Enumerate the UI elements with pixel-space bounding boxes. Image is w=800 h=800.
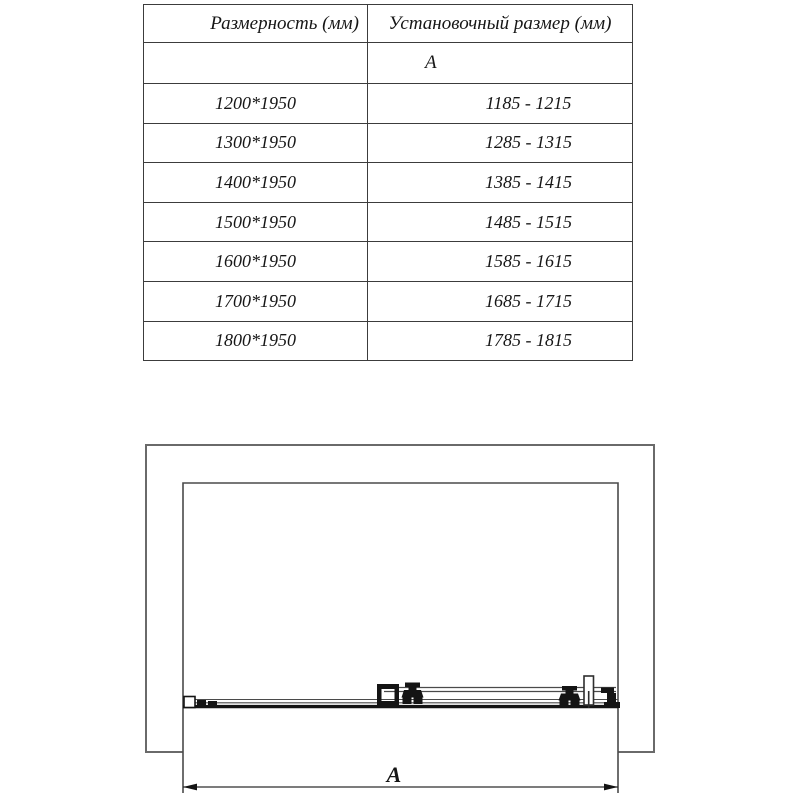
header-install-size: Установочный размер (мм) [368,5,633,43]
guide-base [377,701,399,705]
roller-neck [409,687,417,691]
size-cell: 1400*1950 [144,163,368,203]
size-cell: 1800*1950 [144,321,368,361]
bracket-foot [604,702,620,708]
dimension-arrow-right [604,784,618,791]
guide-top-bar [377,684,399,689]
door-frame-outline [183,483,618,793]
dimension-label-A: А [386,762,402,787]
roller-wheel [414,698,423,705]
wall-profile-bar [584,676,594,708]
door-guide [377,684,399,705]
roller-wheel [571,701,580,707]
install-range-cell: 1685 - 1715 [368,281,633,321]
roller-cap [405,683,420,688]
header-dimension: Размерность (мм) [144,5,368,43]
subheader-A: А [368,43,633,84]
bracket-block [197,700,206,708]
roller-centre [402,683,424,705]
size-cell: 1700*1950 [144,281,368,321]
bracket-block [208,701,217,708]
roller-wheel [403,698,412,705]
dimension-arrow-left [183,784,197,791]
size-cell: 1500*1950 [144,202,368,242]
install-range-cell: 1185 - 1215 [368,84,633,124]
bottom-rail [183,700,618,707]
install-range-cell: 1785 - 1815 [368,321,633,361]
roller-cap [562,686,577,691]
roller-wheel [560,701,569,707]
size-cell: 1600*1950 [144,242,368,282]
dimension-A [183,762,618,790]
size-cell: 1300*1950 [144,123,368,163]
roller-body [559,694,581,701]
install-range-cell: 1585 - 1615 [368,242,633,282]
size-cell: 1200*1950 [144,84,368,124]
bracket-plate [184,697,195,708]
install-range-cell: 1485 - 1515 [368,202,633,242]
bracket-top-bar [601,688,614,694]
roller-body [402,690,424,698]
install-range-cell: 1385 - 1415 [368,163,633,203]
roller-neck [566,691,574,694]
install-range-cell: 1285 - 1315 [368,123,633,163]
left-wall-bracket [184,697,217,709]
roller-right [559,686,581,707]
